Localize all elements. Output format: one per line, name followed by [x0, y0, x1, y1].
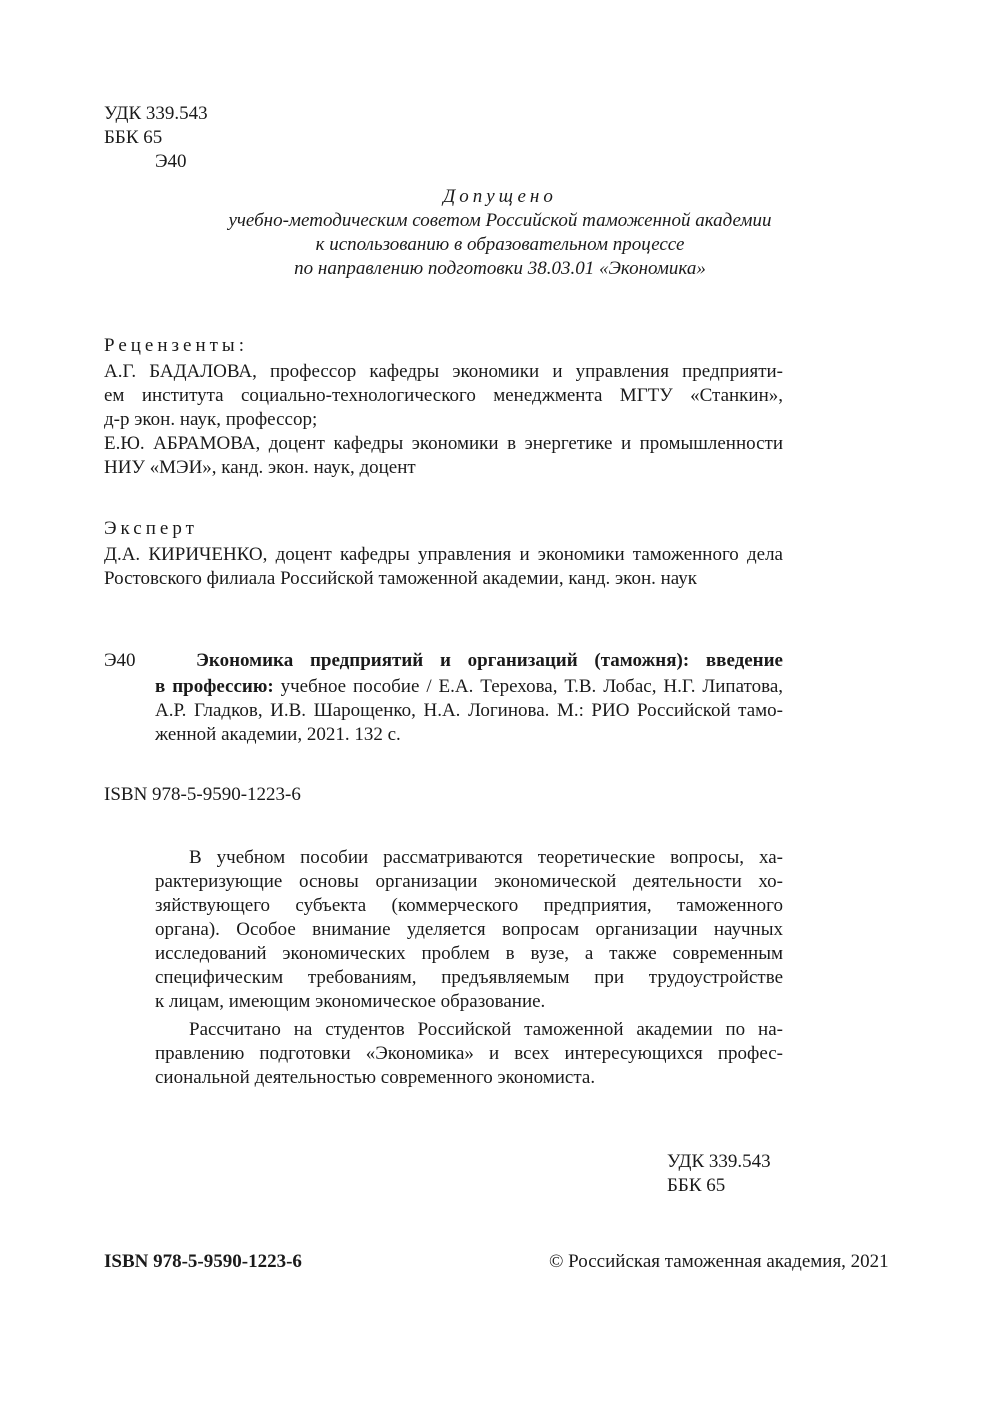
expert-line: Ростовского филиала Российской таможенной академии, канд. экон. наук — [104, 568, 697, 589]
udk-code: УДК 339.543 — [104, 103, 208, 124]
bibliography-line: А.Р. Гладков, И.В. Шарощенко, Н.А. Логинова. М.: РИО Российской тамо- — [155, 700, 783, 721]
footer-bbk-code: ББК 65 — [667, 1175, 726, 1196]
approval-title: Допущено — [443, 186, 557, 207]
copyright: © Российская таможенная академия, 2021 — [549, 1251, 889, 1272]
approval-line: к использованию в образовательном процессе — [315, 234, 685, 255]
abstract-line: сиональной деятельностью современного экономиста. — [155, 1067, 596, 1088]
bbk-code: ББК 65 — [104, 127, 163, 148]
bibliography-title-end: в профессию: — [155, 676, 274, 697]
abstract-line: рактеризующие основы организации экономической деятельности хо- — [155, 871, 783, 892]
expert-line: Д.А. КИРИЧЕНКО, доцент кафедры управления и экономики таможенного дела — [104, 544, 783, 565]
abstract-line: к лицам, имеющим экономическое образование. — [155, 991, 546, 1012]
approval-line: по направлению подготовки 38.03.01 «Экономика» — [294, 258, 706, 279]
author-mark-code: Э40 — [155, 151, 187, 172]
abstract-line: зяйствующего субъекта (коммерческого предприятия, таможенного — [155, 895, 783, 916]
abstract-line: В учебном пособии рассматриваются теоретические вопросы, ха- — [189, 847, 783, 868]
isbn-top: ISBN 978-5-9590-1223-6 — [104, 784, 301, 805]
expert-heading: Эксперт — [104, 518, 198, 539]
abstract-line: исследований экономических проблем в вузе, а также современным — [155, 943, 783, 964]
reviewer-line: д-р экон. наук, профессор; — [104, 409, 318, 430]
bibliography-authors: учебное пособие / Е.А. Терехова, Т.В. Лобас, Н.Г. Липатова, — [273, 676, 783, 697]
abstract-line: правлению подготовки «Экономика» и всех интересующихся профес- — [155, 1043, 783, 1064]
abstract-line: специфическим требованиям, предъявляемым при трудоустройстве — [155, 967, 783, 988]
bibliography-line: женной академии, 2021. 132 с. — [155, 724, 401, 745]
reviewer-line: А.Г. БАДАЛОВА, профессор кафедры экономики и управления предприяти- — [104, 361, 783, 382]
approval-line: учебно-методическим советом Российской таможенной академии — [228, 210, 772, 231]
abstract-line: Рассчитано на студентов Российской таможенной академии по на- — [189, 1019, 783, 1040]
reviewers-heading: Рецензенты: — [104, 335, 248, 356]
reviewer-line: ем института социально-технологического менеджмента МГТУ «Станкин», — [104, 385, 783, 406]
reviewer-line: НИУ «МЭИ», канд. экон. наук, доцент — [104, 457, 416, 478]
isbn-bottom: ISBN 978-5-9590-1223-6 — [104, 1251, 302, 1272]
bibliography-line — [155, 676, 783, 698]
bibliography-code: Э40 — [104, 650, 136, 671]
reviewer-line: Е.Ю. АБРАМОВА, доцент кафедры экономики в энергетике и промышленности — [104, 433, 783, 454]
footer-udk-code: УДК 339.543 — [667, 1151, 771, 1172]
bibliography-title: Экономика предприятий и организаций (таможня): введение — [196, 650, 783, 671]
abstract-line: органа). Особое внимание уделяется вопросам организации научных — [155, 919, 783, 940]
